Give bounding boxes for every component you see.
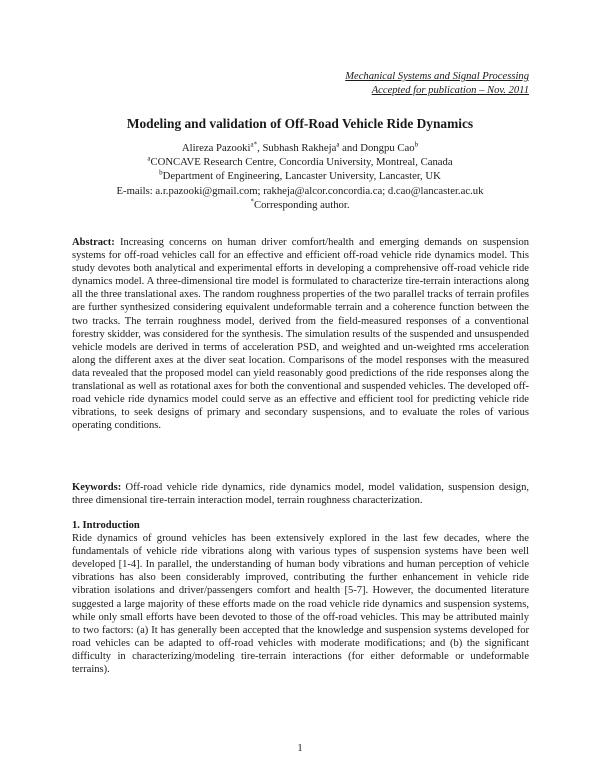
keywords [72,481,529,507]
affiliation-marker: a [147,154,151,163]
affiliation-text: Department of Engineering, Lancaster University, Lancaster, UK [162,170,441,183]
keywords-text: Off-road vehicle ride dynamics, ride dynamics model, model validation, suspension design, three dimensional tire-terrain interaction model, terrain roughness characterization. [72,482,529,507]
introduction-section [72,519,529,676]
abstract-text: Increasing concerns on human driver comfort/health and emerging demands on suspension systems for off-road vehicles call for an effective and efficient off-road vehicle ride dynamics model. This study devotes both analytical and experimental efforts in developing a comprehensive off-road vehicle ride dynamics model. A three-dimensional tire model is formulated to characterize tire-terrain interactions along all the three translational axes. The random roughness properties of the two parallel tracks of terrain profiles are further synthesized considering equivalent undeformable terrain and a coherence function between the two tracks. The terrain roughness model, derived from the field-measured responses of a conventional forestry skidder, was considered for the synthesis. The simulation results of the suspended and unsuspended vehicle models are derived in terms of acceleration PSD, and weighted and un-weighted rms acceleration along the different axes at the diver seat location. Comparisons of the model responses with the measured data revealed that the proposed model can yield reasonably good predictions of the ride responses along the translational as well as rotational axes for both the conventional and suspended vehicles. The developed off-road vehicle ride dynamics model could serve as an effective and efficient tool for predicting vehicle ride vibrations, to seek designs of primary and secondary suspensions, and to evaluate the roles of various operating conditions. [72,237,529,432]
affiliation-b [0,169,600,183]
author-name: Dongpu Cao [360,142,415,154]
publication-status: Accepted for publication – Nov. 2011 [371,85,529,96]
corresponding-marker: * [250,197,254,206]
author-separator: , [257,142,263,154]
abstract-label: Abstract: [72,237,115,248]
affiliation-text: CONCAVE Research Centre, Concordia University, Montreal, Canada [150,156,453,169]
email-line: E-mails: a.r.pazooki@gmail.com; rakheja@alcor.concordia.ca; d.cao@lancaster.ac.uk [116,184,484,197]
author-superscript: a* [250,140,258,149]
keywords-label: Keywords: [72,482,122,493]
author-superscript: b [414,140,419,149]
corresponding-note [0,198,600,212]
affiliation-marker: b [159,168,163,177]
corresponding-text: Corresponding author. [253,198,350,211]
author-superscript: a [336,140,340,149]
author-block [0,141,600,212]
paper-title: Modeling and validation of Off-Road Vehicle Ride Dynamics [126,116,474,131]
author-name: Alireza Pazooki [181,142,251,154]
page-number: 1 [297,743,303,754]
introduction-paragraph: Ride dynamics of ground vehicles has been extensively explored in the last few decades, where the fundamentals of vehicle ride vibrations along with various types of suspension systems have been well developed [1-4]. In parallel, the understanding of human body vibrations and human perception of vehicle vibrations has also been considerably improved, contributing the further enhancement in vehicle ride vibration isolations and driver/passengers comfort and health [5-7]. However, the documented literature suggested a large majority of these efforts made on the road vehicle ride dynamics and suspension systems, while only small efforts have been devoted to those of the off-road vehicles. This may be attributed mainly to two factors: (a) It has generally been accepted that the knowledge and suspension systems developed for road vehicles can be adapted to off-road vehicles with moderate modifications; and (b) the significant difficulty in characterizing/modeling tire-terrain interactions (for either deformable or undeformable terrains). [72,533,529,676]
affiliation-a [0,155,600,169]
section-heading: 1. Introduction [72,520,140,531]
author-name: Subhash Rakheja [262,142,337,154]
journal-note [345,70,529,98]
author-line [0,141,600,155]
author-separator: and [339,142,361,154]
journal-name: Mechanical Systems and Signal Processing [345,71,529,82]
abstract [72,236,529,432]
